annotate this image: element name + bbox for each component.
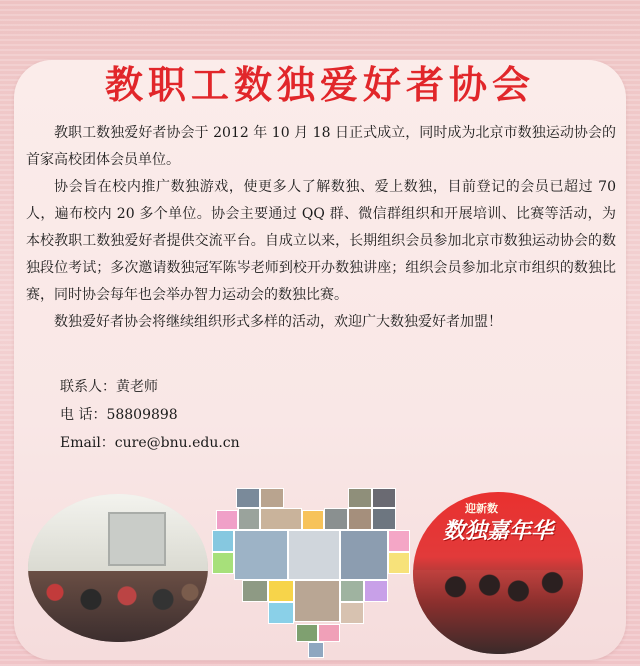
- collage-tile: [234, 530, 288, 580]
- intro-text: [26, 120, 616, 336]
- collage-tile: [268, 602, 294, 624]
- contact-email: Email：cure@bnu.edu.cn: [60, 435, 240, 451]
- collage-tile: [372, 488, 396, 508]
- collage-tile: [348, 488, 372, 508]
- collage-tile: [308, 642, 324, 658]
- page-title: 教职工数独爱好者协会: [104, 62, 535, 107]
- collage-tile: [302, 510, 324, 530]
- collage-tile: [260, 488, 284, 508]
- collage-tile: [372, 508, 396, 530]
- collage-tile: [288, 530, 340, 580]
- collage-tile: [268, 580, 294, 602]
- collage-tile: [212, 552, 234, 574]
- photo-doorway: [108, 512, 166, 566]
- collage-tile: [216, 510, 238, 530]
- heart-photo-collage: [212, 488, 412, 658]
- collage-tile: [296, 624, 318, 642]
- paragraph: 协会旨在校内推广数独游戏，使更多人了解数独、爱上数独，目前登记的会员已超过 70 人，遍布校内 20 多个单位。协会主要通过 QQ 群、微信群组织和开展培训、比赛等活动，为本校教职工数独爱好者提供交流平台。自成立以来，长期组织会员参加北京市数独运动协会的数独段位考试；多次邀请数独冠军陈岑老师到校开办数独讲座；组织会员参加北京市组织的数独比赛，同时协会每年也会举办智力运动会的数独比赛。: [26, 179, 616, 303]
- contact-person: 联系人：黄老师: [60, 379, 158, 395]
- banner-text: 数独嘉年华: [442, 519, 553, 544]
- collage-tile: [242, 580, 268, 602]
- collage-tile: [340, 602, 364, 624]
- paragraph: 数独爱好者协会将继续组织形式多样的活动，欢迎广大数独爱好者加盟！: [54, 314, 502, 330]
- collage-tile: [340, 580, 364, 602]
- photo-people: [413, 570, 583, 654]
- contact-phone: 电 话：58809898: [60, 407, 178, 423]
- collage-tile: [238, 508, 260, 530]
- contact-info: [60, 373, 240, 457]
- banner-subtext: 迎新数: [465, 502, 498, 515]
- collage-tile: [388, 552, 410, 574]
- collage-tile: [260, 508, 302, 530]
- paragraph: 教职工数独爱好者协会于 2012 年 10 月 18 日正式成立，同时成为北京市数独运动协会的首家高校团体会员单位。: [26, 125, 616, 168]
- collage-tile: [340, 530, 388, 580]
- collage-tile: [364, 580, 388, 602]
- collage-tile: [212, 530, 234, 552]
- group-photo: [28, 494, 208, 642]
- collage-tile: [348, 508, 372, 530]
- collage-tile: [318, 624, 340, 642]
- collage-tile: [388, 530, 410, 552]
- carnival-photo: [413, 492, 583, 654]
- collage-tile: [236, 488, 260, 508]
- photo-crowd: [28, 571, 208, 642]
- collage-tile: [294, 580, 340, 622]
- collage-tile: [324, 508, 348, 530]
